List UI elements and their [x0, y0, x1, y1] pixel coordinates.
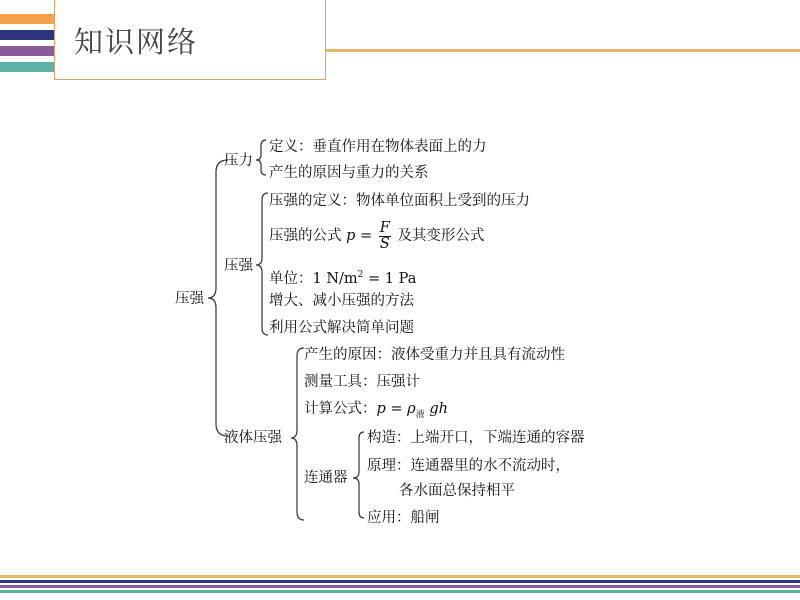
formula-prefix: 压强的公式 [269, 228, 342, 244]
pressure-unit [269, 266, 416, 288]
calc-eq: = [385, 401, 408, 417]
pressure-brace [256, 193, 268, 335]
bottom-stripe-teal [0, 590, 800, 593]
liquid-brace [291, 348, 304, 520]
pressure-increase: 增大、减小压强的方法 [269, 293, 414, 309]
root-brace [208, 160, 228, 436]
liquid-label: 液体压强 [224, 430, 282, 446]
page-title: 知识网络 [74, 25, 199, 59]
force-item-definition: 定义：垂直作用在物体表面上的力 [269, 139, 487, 155]
connector-structure: 构造：上端开口，下端连通的容器 [367, 430, 585, 446]
connector-principle-1: 原理：连通器里的水不流动时， [367, 458, 570, 474]
pressure-label: 压强 [224, 258, 253, 274]
pressure-formula [269, 218, 484, 254]
root-label: 压强 [175, 291, 204, 307]
force-label: 压力 [224, 153, 253, 169]
calc-prefix: 计算公式： [304, 401, 377, 417]
bottom-stripe-purple [0, 585, 800, 588]
connector-brace [353, 432, 364, 518]
formula-lhs: p = [346, 228, 373, 244]
formula-fraction [379, 221, 391, 252]
liquid-calc [304, 400, 448, 424]
bottom-stripe-gold [0, 575, 800, 578]
formula-numerator: F [379, 219, 390, 236]
force-item-cause: 产生的原因与重力的关系 [269, 165, 429, 181]
connector-application: 应用：船闸 [367, 510, 440, 526]
unit-prefix: 单位：1 N/m [269, 270, 358, 287]
force-brace [256, 140, 266, 175]
calc-rho: ρ [407, 401, 416, 417]
connector-label: 连通器 [304, 470, 348, 486]
unit-suffix: = 1 Pa [363, 270, 417, 287]
calc-gh: gh [424, 401, 448, 417]
formula-suffix: 及其变形公式 [397, 228, 485, 244]
liquid-cause: 产生的原因：液体受重力并且具有流动性 [304, 347, 565, 363]
calc-p: p [376, 401, 386, 417]
connector-principle-2: 各水面总保持相平 [399, 483, 515, 499]
liquid-tool: 测量工具：压强计 [304, 374, 420, 390]
bottom-stripe-navy [0, 580, 800, 583]
formula-denominator: S [379, 235, 390, 252]
pressure-definition: 压强的定义：物体单位面积上受到的压力 [269, 193, 530, 209]
calc-sub: 液 [415, 409, 425, 420]
pressure-solve: 利用公式解决简单问题 [269, 320, 414, 336]
unit-exponent: 2 [357, 270, 364, 280]
